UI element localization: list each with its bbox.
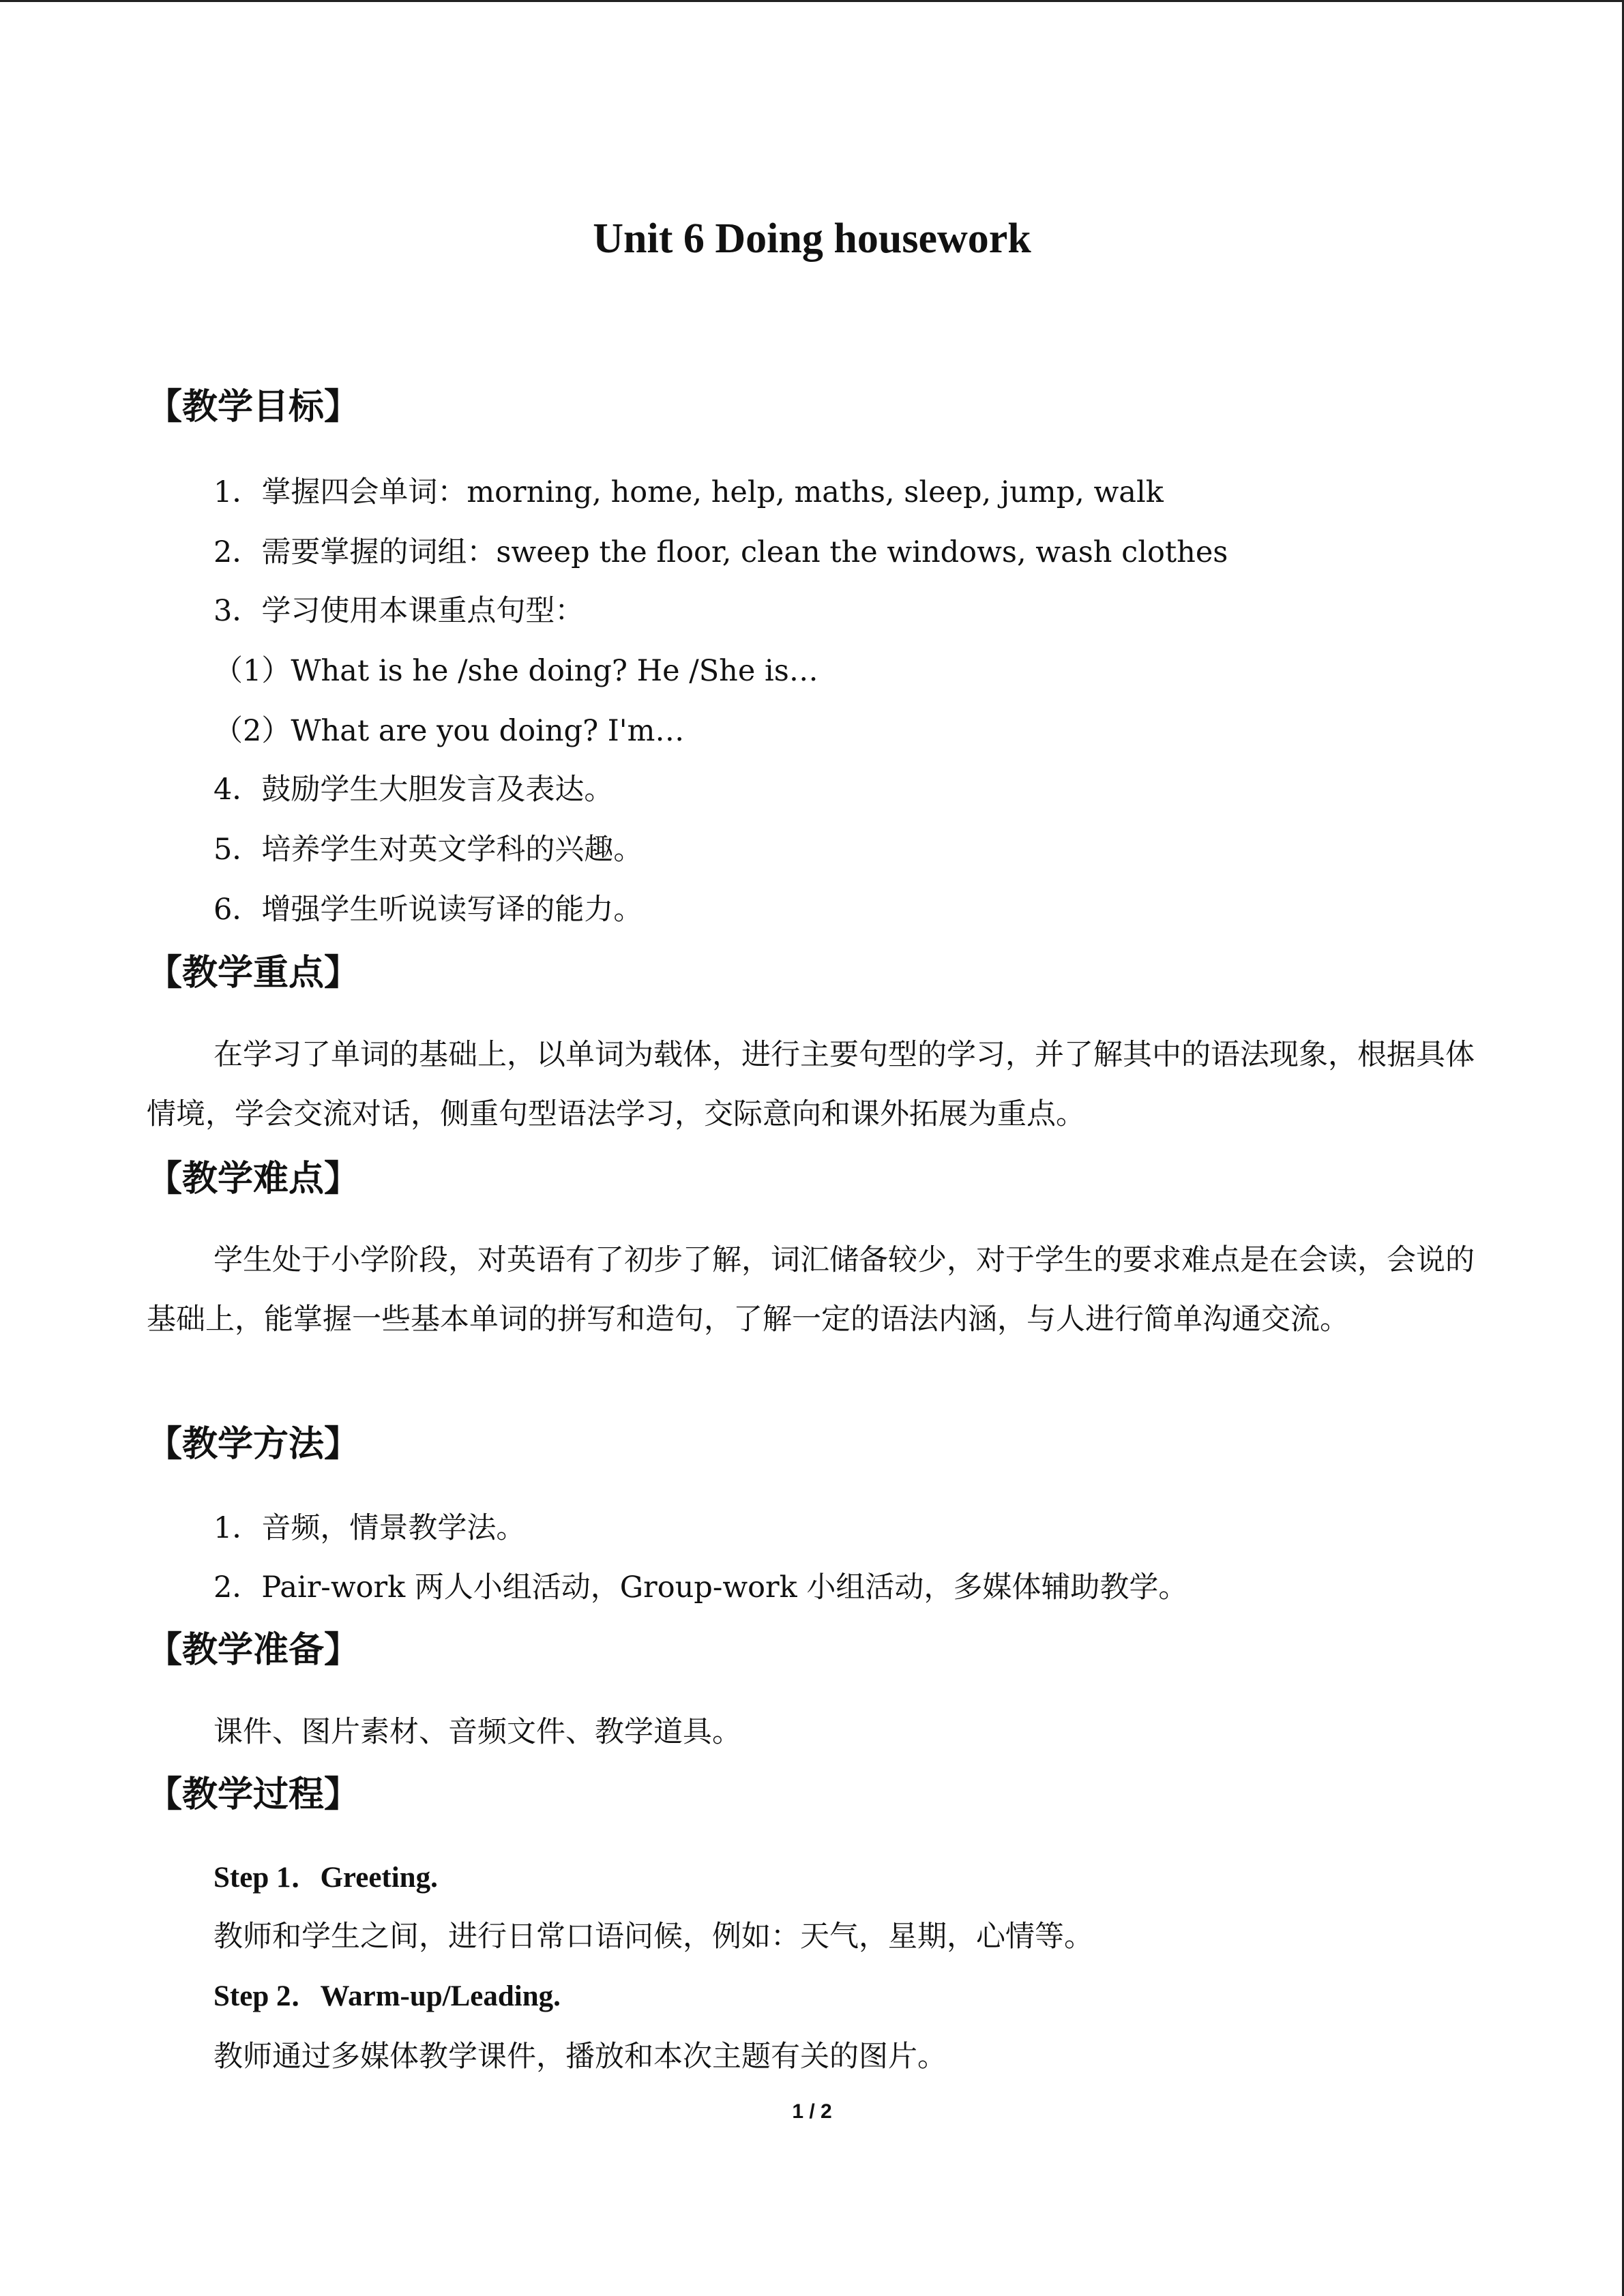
objective-item: 6．增强学生听说读写译的能力。 [213, 893, 643, 927]
heading-objectives: 【教学目标】 [147, 386, 360, 428]
difficulties-paragraph: 学生处于小学阶段，对英语有了初步了解，词汇储备较少，对于学生的要求难点是在会读，会说的基础上，能掌握一些基本单词的拼写和造句，了解一定的语法内涵，与人进行简单沟通交流。 [147, 1243, 1475, 1337]
objective-item: 2．需要掌握的词组：sweep the floor, clean the windows, wash clothes [213, 535, 1228, 569]
heading-preparation: 【教学准备】 [147, 1629, 360, 1671]
step-title: Step 2．Warm-up/Leading. [213, 1980, 561, 2012]
key-points-paragraph: 在学习了单词的基础上，以单词为载体，进行主要句型的学习，并了解其中的语法现象，根据具体情境，学会交流对话，侧重句型语法学习，交际意向和课外拓展为重点。 [147, 1038, 1475, 1131]
objective-item: 4．鼓励学生大胆发言及表达。 [213, 773, 614, 807]
objective-subitem: （1）What is he /she doing? He /She is… [213, 654, 818, 688]
document-title: Unit 6 Doing housework [593, 215, 1031, 262]
method-item: 2．Pair-work 两人小组活动，Group-work 小组活动，多媒体辅助教学。 [213, 1570, 1188, 1605]
heading-difficulties: 【教学难点】 [147, 1158, 360, 1199]
page-border-top [0, 0, 1624, 2]
objective-subitem: （2）What are you doing? I'm… [213, 714, 685, 748]
heading-process: 【教学过程】 [147, 1774, 360, 1815]
step-title: Step 1．Greeting. [213, 1862, 438, 1894]
step-text: 教师通过多媒体教学课件，播放和本次主题有关的图片。 [213, 2040, 947, 2074]
objective-item: 1．掌握四会单词：morning, home, help, maths, sleep, jump, walk [213, 475, 1164, 509]
step-text: 教师和学生之间，进行日常口语问候，例如：天气，星期，心情等。 [213, 1920, 1093, 1954]
objective-item: 5．培养学生对英文学科的兴趣。 [213, 833, 643, 867]
objective-item: 3．学习使用本课重点句型： [213, 594, 585, 628]
page-number: 1 / 2 [792, 2100, 832, 2123]
preparation-text: 课件、图片素材、音频文件、教学道具。 [213, 1715, 741, 1749]
method-item: 1．音频，情景教学法。 [213, 1511, 526, 1545]
heading-key-points: 【教学重点】 [147, 952, 360, 994]
heading-methods: 【教学方法】 [147, 1423, 360, 1465]
